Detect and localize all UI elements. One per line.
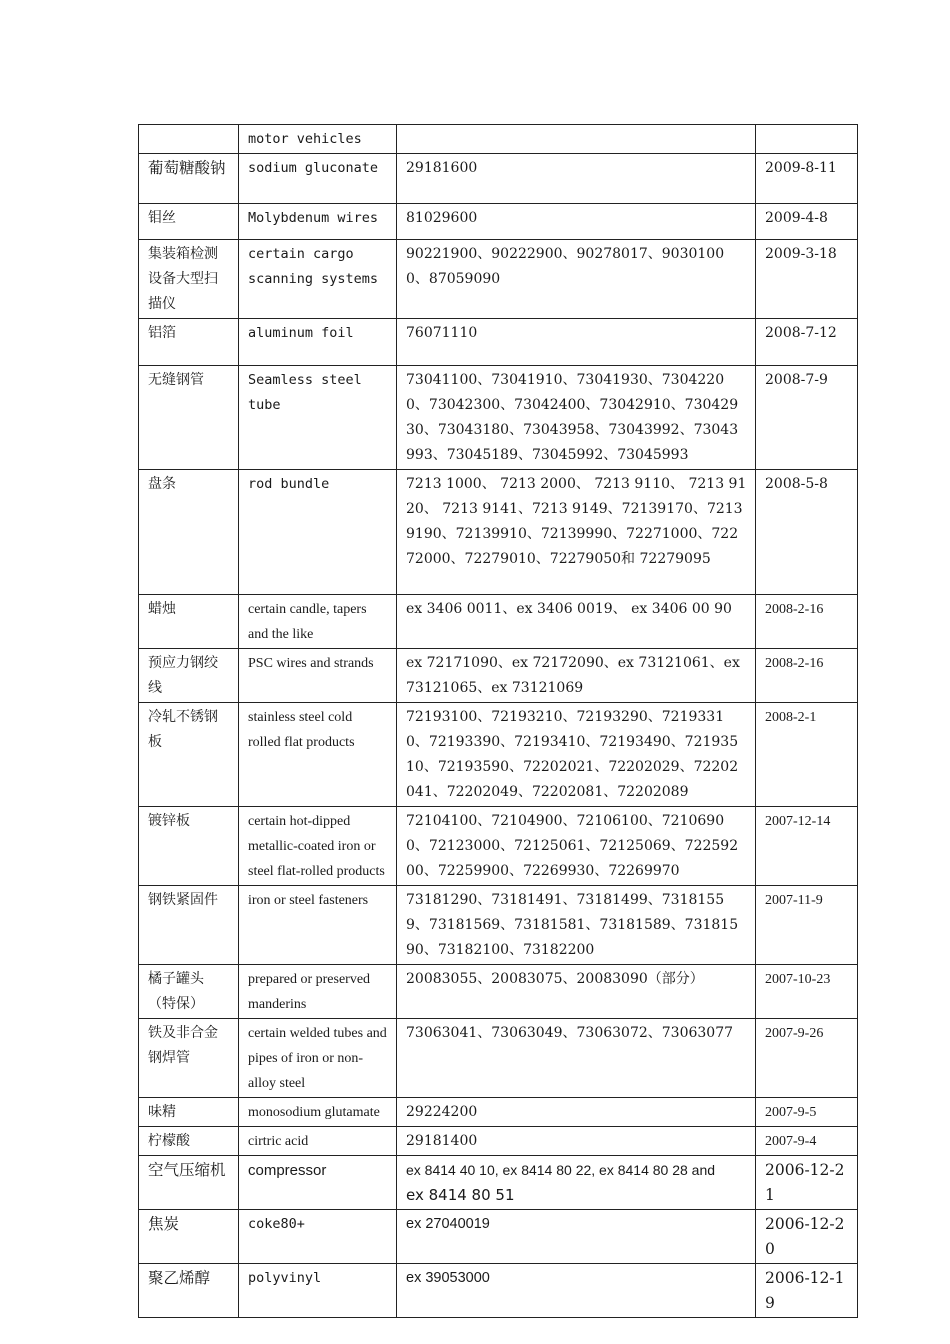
hs-codes: 20083055、20083075、20083090（部分） — [397, 965, 756, 1019]
date: 2008-5-8 — [756, 470, 858, 595]
product-cn: 葡萄糖酸钠 — [139, 154, 239, 204]
table-row — [139, 1019, 858, 1098]
product-en: PSC wires and strands — [239, 649, 397, 703]
product-en: Molybdenum wires — [239, 204, 397, 240]
product-cn: 盘条 — [139, 470, 239, 595]
date: 2006-12-21 — [756, 1156, 858, 1210]
hs-codes: 73181290、73181491、73181499、73181559、73181569、73181581、73181589、73181590、73182100、73182200 — [397, 886, 756, 965]
trade-remedy-table — [138, 124, 858, 1318]
table-row — [139, 1210, 858, 1264]
table-row — [139, 1156, 858, 1210]
hs-codes: 29181600 — [397, 154, 756, 204]
hs-codes-line2: ex 8414 80 51 — [406, 1186, 515, 1204]
product-cn: 味精 — [139, 1098, 239, 1127]
product-cn: 钼丝 — [139, 204, 239, 240]
date: 2006-12-20 — [756, 1210, 858, 1264]
table-row — [139, 649, 858, 703]
table-row — [139, 886, 858, 965]
product-cn — [139, 125, 239, 154]
product-en: certain candle, tapers and the like — [239, 595, 397, 649]
product-en: certain cargo scanning systems — [239, 240, 397, 319]
product-cn: 铁及非合金钢焊管 — [139, 1019, 239, 1098]
hs-codes: ex 72171090、ex 72172090、ex 73121061、ex 73121065、ex 73121069 — [397, 649, 756, 703]
table-row — [139, 703, 858, 807]
product-cn: 镀锌板 — [139, 807, 239, 886]
hs-codes — [397, 1156, 756, 1210]
date: 2009-8-11 — [756, 154, 858, 204]
product-cn: 冷轧不锈钢板 — [139, 703, 239, 807]
product-en: monosodium glutamate — [239, 1098, 397, 1127]
product-en: motor vehicles — [239, 125, 397, 154]
table-row — [139, 595, 858, 649]
product-en: Seamless steel tube — [239, 366, 397, 470]
hs-codes: ex 27040019 — [397, 1210, 756, 1264]
product-en: cirtric acid — [239, 1127, 397, 1156]
table-row — [139, 470, 858, 595]
hs-codes: 90221900、90222900、90278017、90301000、87059090 — [397, 240, 756, 319]
hs-codes: 81029600 — [397, 204, 756, 240]
hs-codes: 76071110 — [397, 319, 756, 366]
table-row — [139, 319, 858, 366]
table-row — [139, 1127, 858, 1156]
date: 2009-4-8 — [756, 204, 858, 240]
product-en: aluminum foil — [239, 319, 397, 366]
product-cn: 柠檬酸 — [139, 1127, 239, 1156]
product-cn: 预应力钢绞线 — [139, 649, 239, 703]
product-cn: 聚乙烯醇 — [139, 1264, 239, 1318]
date: 2008-2-16 — [756, 595, 858, 649]
product-en: iron or steel fasteners — [239, 886, 397, 965]
product-en: certain welded tubes and pipes of iron or non-alloy steel — [239, 1019, 397, 1098]
table-row — [139, 154, 858, 204]
product-cn: 无缝钢管 — [139, 366, 239, 470]
date: 2008-7-9 — [756, 366, 858, 470]
hs-codes: 72104100、72104900、72106100、72106900、72123000、72125061、72125069、72259200、72259900、72269930、72269970 — [397, 807, 756, 886]
product-cn: 蜡烛 — [139, 595, 239, 649]
date: 2007-11-9 — [756, 886, 858, 965]
date: 2008-7-12 — [756, 319, 858, 366]
product-en: rod bundle — [239, 470, 397, 595]
table-row — [139, 125, 858, 154]
date: 2007-12-14 — [756, 807, 858, 886]
product-en: compressor — [239, 1156, 397, 1210]
table-row — [139, 807, 858, 886]
hs-codes: 29181400 — [397, 1127, 756, 1156]
date: 2007-10-23 — [756, 965, 858, 1019]
hs-codes: ex 39053000 — [397, 1264, 756, 1318]
table-row — [139, 1098, 858, 1127]
product-cn: 橘子罐头（特保） — [139, 965, 239, 1019]
product-cn: 焦炭 — [139, 1210, 239, 1264]
date: 2009-3-18 — [756, 240, 858, 319]
date: 2007-9-4 — [756, 1127, 858, 1156]
hs-codes: ex 3406 0011、ex 3406 0019、 ex 3406 00 90 — [397, 595, 756, 649]
table-row — [139, 204, 858, 240]
product-en: sodium gluconate — [239, 154, 397, 204]
hs-codes: 73041100、73041910、73041930、73042200、73042300、73042400、73042910、73042930、73043180、73043958、73043992、73043993、73045189、73045992、73045993 — [397, 366, 756, 470]
product-en: polyvinyl — [239, 1264, 397, 1318]
hs-codes — [397, 125, 756, 154]
product-cn: 钢铁紧固件 — [139, 886, 239, 965]
date — [756, 125, 858, 154]
table-row — [139, 240, 858, 319]
hs-codes: 72193100、72193210、72193290、72193310、72193390、72193410、72193490、72193510、72193590、72202021、72202029、72202041、72202049、72202081、72202089 — [397, 703, 756, 807]
date: 2007-9-5 — [756, 1098, 858, 1127]
table-row — [139, 965, 858, 1019]
hs-codes: 29224200 — [397, 1098, 756, 1127]
product-en: stainless steel cold rolled flat products — [239, 703, 397, 807]
product-en: prepared or preserved manderins — [239, 965, 397, 1019]
product-cn: 集装箱检测设备大型扫描仪 — [139, 240, 239, 319]
table-row — [139, 1264, 858, 1318]
product-cn: 空气压缩机 — [139, 1156, 239, 1210]
date: 2008-2-1 — [756, 703, 858, 807]
hs-codes-line1: ex 8414 40 10, ex 8414 80 22, ex 8414 80 28 and — [406, 1162, 716, 1178]
hs-codes: 7213 1000、 7213 2000、 7213 9110、 7213 9120、 7213 9141、7213 9149、72139170、72139190、72139910、72139990、72271000、72272000、72279010、72279050和 72279095 — [397, 470, 756, 595]
date: 2008-2-16 — [756, 649, 858, 703]
date: 2006-12-19 — [756, 1264, 858, 1318]
product-en: certain hot-dipped metallic-coated iron or steel flat-rolled products — [239, 807, 397, 886]
product-cn: 铝箔 — [139, 319, 239, 366]
product-en: coke80+ — [239, 1210, 397, 1264]
hs-codes: 73063041、73063049、73063072、73063077 — [397, 1019, 756, 1098]
table-row — [139, 366, 858, 470]
date: 2007-9-26 — [756, 1019, 858, 1098]
